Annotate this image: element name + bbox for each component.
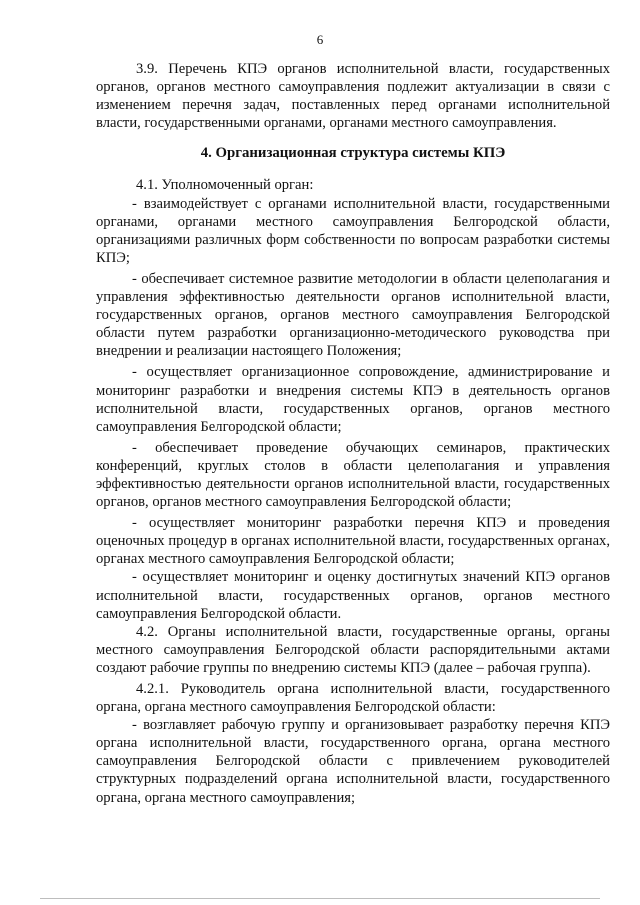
paragraph-4-2: 4.2. Органы исполнительной власти, государственные органы, органы местного самоуправления Белгородской области распорядительными актами создают рабочие группы по внедрению системы КПЭ (далее – рабочая группа). (96, 623, 610, 676)
paragraph-3-9: 3.9. Перечень КПЭ органов исполнительной власти, государственных органов, органов местного самоуправления подлежит актуализации в связи с изменением перечня задач, поставленных перед органами исполнительной власти, государственными органами, органами местного самоуправления. (96, 61, 610, 132)
list-item-4-1-b: - обеспечивает системное развитие методологии в области целеполагания и управления эффективностью деятельности органов исполнительной власти, государственных органов, органов местного самоуправления Белгородской области путем разработки организационно-методического руководства при внедрении и реализации настоящего Положения; (96, 270, 610, 360)
scan-bottom-edge (40, 898, 600, 899)
list-item-4-1-a: - взаимодействует с органами исполнительной власти, государственными органами, органами местного самоуправления Белгородской области, организациями различных форм собственности по вопросам разработки системы КПЭ; (96, 195, 610, 266)
list-item-4-1-d: - обеспечивает проведение обучающих семинаров, практических конференций, круглых столов в области целеполагания и управления эффективностью деятельности органов исполнительной власти, государственных органов, органов местного самоуправления Белгородской области; (96, 439, 610, 511)
document-body (96, 60, 610, 807)
list-item-4-1-c: - осуществляет организационное сопровождение, администрирование и мониторинг разработки и внедрения системы КПЭ в деятельность органов исполнительной власти, государственных органов, органов местного самоуправления Белгородской области; (96, 364, 610, 435)
section-heading-4: 4. Организационная структура системы КПЭ (200, 145, 506, 162)
paragraph-4-2-1: 4.2.1. Руководитель органа исполнительной власти, государственного органа, органа местного самоуправления Белгородской области: (96, 681, 610, 716)
paragraph-4-1: 4.1. Уполномоченный орган: (136, 177, 314, 194)
page-number: 6 (316, 32, 324, 47)
list-item-4-1-f: - осуществляет мониторинг и оценку достигнутых значений КПЭ органов исполнительной власти, государственных органов, органов местного самоуправления Белгородской области. (96, 569, 610, 622)
list-item-4-1-e: - осуществляет мониторинг разработки перечня КПЭ и проведения оценочных процедур в органах исполнительной власти, государственных органах, органах местного самоуправления Белгородской области; (96, 515, 610, 568)
list-item-4-2-1-a: - возглавляет рабочую группу и организовывает разработку перечня КПЭ органа исполнительной власти, государственного органа, органа местного самоуправления Белгородской области с привлечением руководителей структурных подразделений органа исполнительной власти, государственного органа, органа местного самоуправления; (96, 717, 610, 806)
